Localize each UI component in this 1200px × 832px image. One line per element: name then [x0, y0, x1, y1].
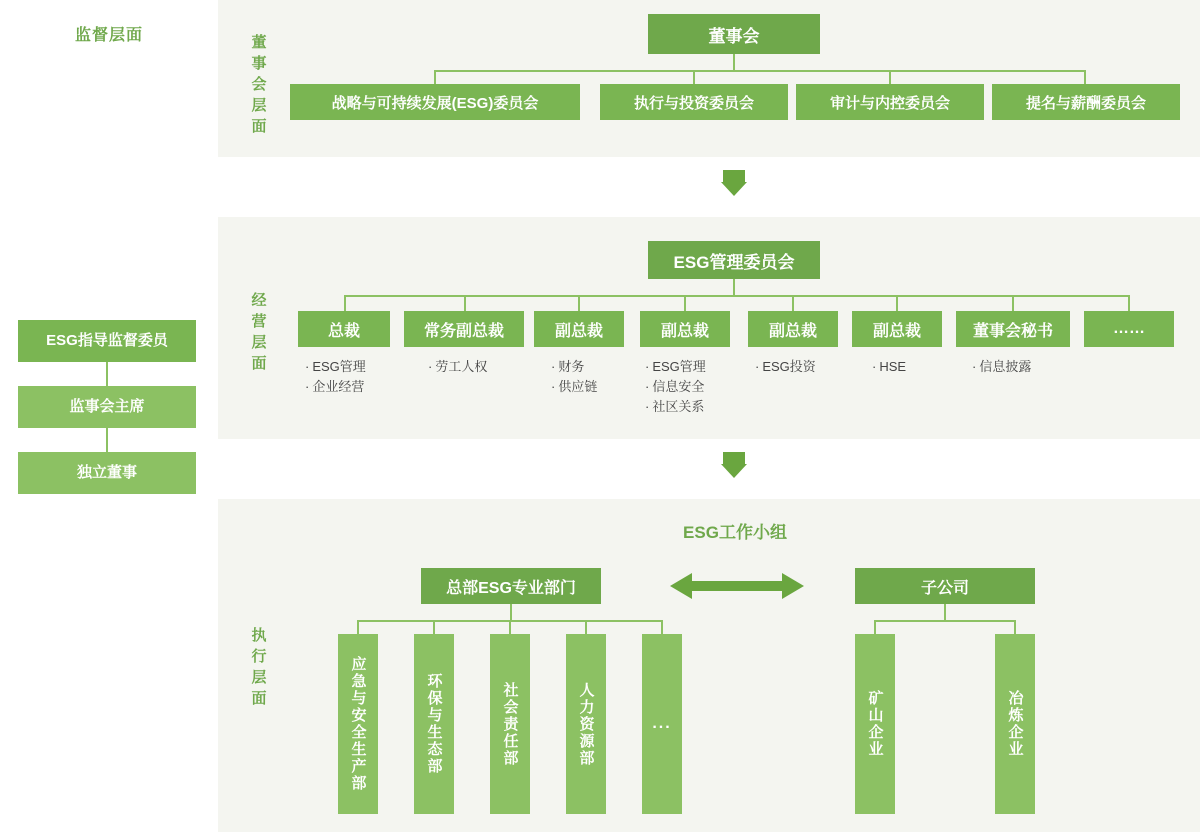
connector-line — [733, 54, 735, 70]
duty-item: · 供应链 — [551, 377, 597, 397]
connector-line — [357, 620, 359, 634]
flow-arrow-down-1 — [714, 170, 754, 204]
board-committee-exec-investment[interactable]: 执行与投资委员会 — [600, 84, 788, 120]
supervision-stack — [18, 320, 196, 494]
subsidiary-box-mining[interactable]: 矿山企业 — [855, 634, 895, 814]
duties-vp-finance — [551, 357, 597, 397]
connector-line — [434, 70, 1086, 72]
duty-item: · 社区关系 — [645, 397, 706, 417]
duty-item: · HSE — [872, 357, 906, 377]
duty-item: · 信息安全 — [645, 377, 706, 397]
role-box-board-secretary[interactable]: 董事会秘书 — [956, 311, 1070, 347]
role-box-more[interactable]: …… — [1084, 311, 1174, 347]
subsidiary-box-smelting[interactable]: 冶炼企业 — [995, 634, 1035, 814]
dept-box-more[interactable]: ... — [642, 634, 682, 814]
connector-line — [693, 70, 695, 84]
role-box-exec-vp[interactable]: 常务副总裁 — [404, 311, 524, 347]
connector-line — [661, 620, 663, 634]
board-committee-audit-control[interactable]: 审计与内控委员会 — [796, 84, 984, 120]
role-box-vp-finance[interactable]: 副总裁 — [534, 311, 624, 347]
connector-line — [896, 295, 898, 311]
duty-item: · 企业经营 — [305, 377, 366, 397]
connector-line — [344, 295, 346, 311]
duty-item: · ESG投资 — [755, 357, 816, 377]
supervision-box-independent-director[interactable]: 独立董事 — [18, 452, 196, 494]
duties-president — [305, 357, 366, 397]
hq-esg-departments-box[interactable]: 总部ESG专业部门 — [421, 568, 601, 604]
connector-line — [585, 620, 587, 634]
connector-line — [510, 604, 512, 620]
duty-item: · 劳工人权 — [428, 357, 487, 377]
esg-management-committee-box[interactable]: ESG管理委员会 — [648, 241, 820, 279]
dept-box-social-responsibility[interactable]: 社会责任部 — [490, 634, 530, 814]
flow-arrow-down-2 — [714, 452, 754, 486]
execution-layer-label: 执行层面 — [251, 627, 267, 707]
duty-item: · ESG管理 — [305, 357, 366, 377]
duty-item: · 信息披露 — [972, 357, 1031, 377]
duties-exec-vp — [428, 357, 487, 377]
supervision-box-chairman[interactable]: 监事会主席 — [18, 386, 196, 428]
connector-line — [433, 620, 435, 634]
board-layer-label: 董事会层面 — [251, 34, 267, 135]
connector-line — [874, 620, 1016, 622]
subsidiary-box[interactable]: 子公司 — [855, 568, 1035, 604]
role-box-vp-hse[interactable]: 副总裁 — [852, 311, 942, 347]
supervision-layer-title: 监督层面 — [74, 27, 143, 44]
supervision-box-esg-committee[interactable]: ESG指导监督委员 — [18, 320, 196, 362]
duty-item: · ESG管理 — [645, 357, 706, 377]
connector-line — [434, 70, 436, 84]
management-layer-label: 经营层面 — [251, 292, 267, 372]
duties-vp-esg — [645, 357, 706, 417]
esg-working-group-title: ESG工作小组 — [683, 523, 787, 542]
dept-box-human-resources[interactable]: 人力资源部 — [566, 634, 606, 814]
dept-box-environment-ecology[interactable]: 环保与生态部 — [414, 634, 454, 814]
duties-board-secretary — [972, 357, 1031, 377]
connector-line — [464, 295, 466, 311]
connector-line — [1128, 295, 1130, 311]
board-committee-strategy-esg[interactable]: 战略与可持续发展(ESG)委员会 — [290, 84, 580, 120]
connector-line — [733, 279, 735, 295]
duty-item: · 财务 — [551, 357, 597, 377]
connector-line — [944, 604, 946, 620]
connector-line — [1084, 70, 1086, 84]
connector-line — [1012, 295, 1014, 311]
connector-line — [509, 620, 511, 634]
connector-line — [106, 362, 108, 386]
connector-line — [889, 70, 891, 84]
connector-line — [1014, 620, 1016, 634]
duties-vp-hse — [872, 357, 906, 377]
role-box-vp-investment[interactable]: 副总裁 — [748, 311, 838, 347]
dept-box-emergency-safety[interactable]: 应急与安全生产部 — [338, 634, 378, 814]
connector-line — [684, 295, 686, 311]
connector-line — [792, 295, 794, 311]
connector-line — [874, 620, 876, 634]
board-root-box[interactable]: 董事会 — [648, 14, 820, 54]
role-box-president[interactable]: 总裁 — [298, 311, 390, 347]
board-committee-nomination-pay[interactable]: 提名与薪酬委员会 — [992, 84, 1180, 120]
role-box-vp-esg[interactable]: 副总裁 — [640, 311, 730, 347]
connector-line — [578, 295, 580, 311]
connector-line — [106, 428, 108, 452]
double-arrow-icon — [670, 570, 804, 602]
duties-vp-investment — [755, 357, 816, 377]
